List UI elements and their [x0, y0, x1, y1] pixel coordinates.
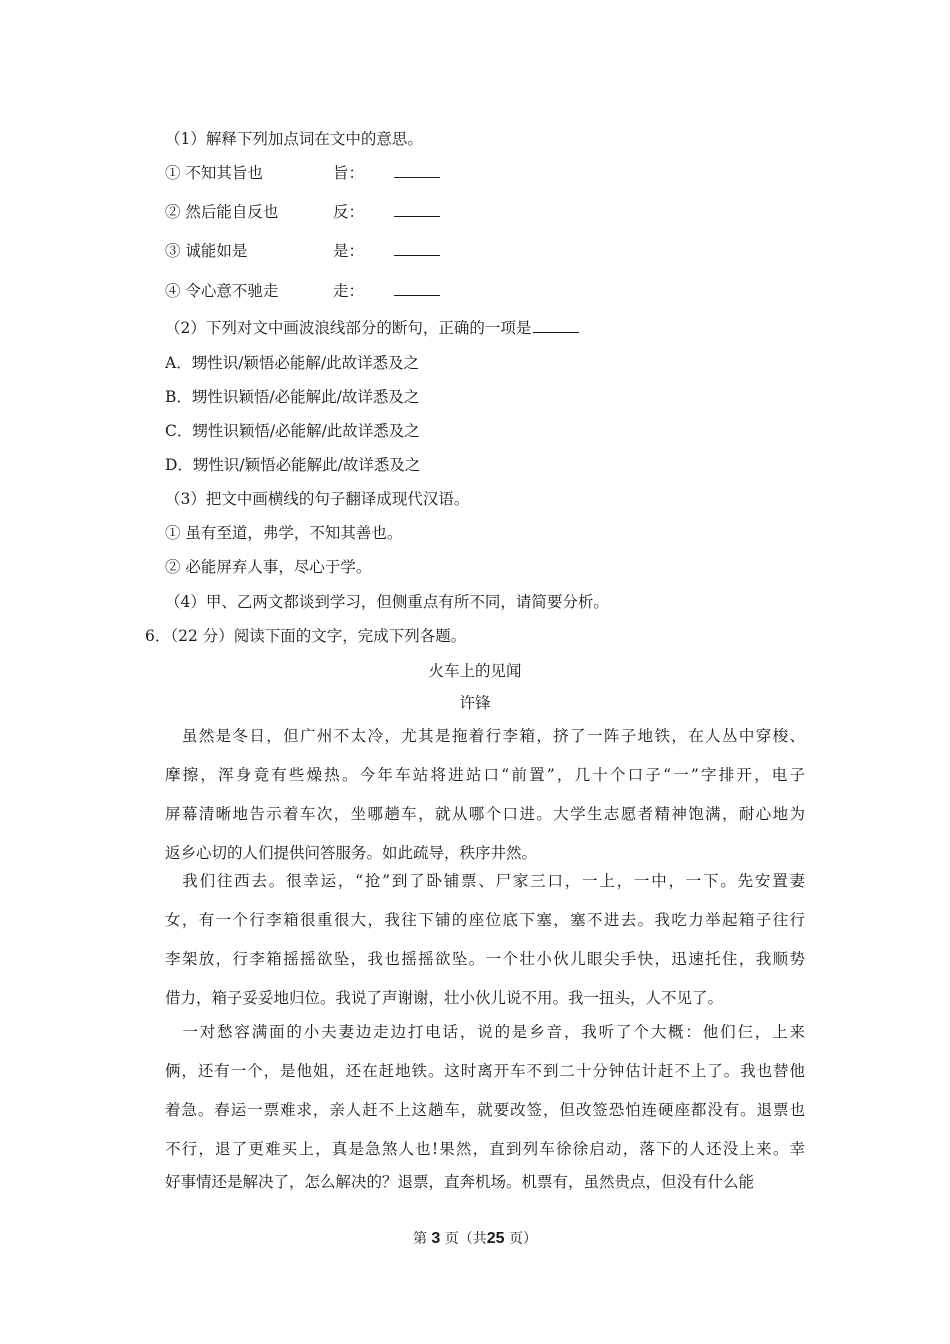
total-pages: 25	[486, 1230, 505, 1247]
subquestion-2: （2）下列对文中画波浪线部分的断句，正确的一项是	[165, 317, 579, 339]
passage-author: 许锋	[459, 694, 491, 712]
answer-blank[interactable]	[394, 163, 440, 178]
option-c: C．甥性识颖悟/必能解/此故详悉及之	[165, 422, 420, 440]
passage-line: 俩，还有一个，是他姐，还在赶地铁。这时离开车不到二十分钟估计赶不上了。我也替他	[165, 1062, 805, 1080]
subquestion-3: （3）把文中画横线的句子翻译成现代汉语。	[165, 490, 470, 508]
option-b: B．甥性识颖悟/必能解此/故详悉及之	[165, 388, 420, 406]
passage-line: 返乡心切的人们提供问答服务。如此疏导，秩序井然。	[165, 844, 538, 862]
passage-line: 摩擦，浑身竟有些燥热。今年车站将进站口“前置”，几十个口子“一”字排开，电子	[165, 766, 805, 784]
vocab-key-1: 旨：	[333, 162, 440, 184]
footer-suffix: 页）	[509, 1231, 538, 1247]
vocab-key-2: 反：	[333, 201, 440, 223]
passage-line: 屏幕清晰地告示着车次，坐哪趟车，就从哪个口进。大学生志愿者精神饱满，耐心地为	[165, 805, 805, 823]
translate-sentence-2: ② 必能屏弃人事，尽心于学。	[165, 558, 372, 576]
answer-blank[interactable]	[533, 318, 579, 333]
passage-line: 着急。春运一票难求，亲人赶不上这趟车，就要改签，但改签恐怕连硬座都没有。退票也	[165, 1101, 805, 1119]
passage-line: 我们往西去。很幸运，“抢”到了卧铺票、尸家三口，一上，一中，一下。先安置妻	[165, 872, 805, 890]
footer-mid: 页（共	[444, 1231, 487, 1247]
passage-line: 不行，退了更难买上，真是急煞人也!果然，直到列车徐徐启动，落下的人还没上来。幸	[165, 1140, 805, 1158]
vocab-item-1: ① 不知其旨也	[165, 164, 263, 182]
subquestion-4: （4）甲、乙两文都谈到学习，但侧重点有所不同，请简要分析。	[165, 593, 609, 611]
passage-line: 借力，箱子妥妥地归位。我说了声谢谢，壮小伙儿说不用。我一扭头，人不见了。	[165, 989, 724, 1007]
page-number: 3	[431, 1230, 441, 1247]
vocab-item-4: ④ 令心意不驰走	[165, 282, 279, 300]
page-footer	[0, 1228, 950, 1250]
question-6-heading: 6．（22 分）阅读下面的文字，完成下列各题。	[145, 627, 467, 645]
passage-line: 李架放，行李箱摇摇欲坠，我也摇摇欲坠。一个壮小伙儿眼尖手快，迅速托住，我顺势	[165, 950, 805, 968]
vocab-item-3: ③ 诚能如是	[165, 242, 248, 260]
answer-blank[interactable]	[394, 241, 440, 256]
answer-blank[interactable]	[394, 202, 440, 217]
passage-title: 火车上的见闻	[428, 662, 522, 680]
vocab-key-3: 是：	[333, 240, 440, 262]
vocab-item-2: ② 然后能自反也	[165, 203, 279, 221]
passage-line: 虽然是冬日，但广州不太冷，尤其是拖着行李箱，挤了一阵子地铁，在人丛中穿梭、	[165, 727, 805, 745]
passage-line: 女，有一个行李箱很重很大，我往下铺的座位底下塞，塞不进去。我吃力举起箱子往行	[165, 911, 805, 929]
vocab-key-4: 走：	[333, 280, 440, 302]
passage-line: 好事情还是解决了，怎么解决的？退票，直奔机场。机票有，虽然贵点，但没有什么能	[165, 1173, 755, 1191]
answer-blank[interactable]	[394, 281, 440, 296]
option-a: A．甥性识/颖悟必能解/此故详悉及之	[165, 354, 420, 372]
passage-line: 一对愁容满面的小夫妻边走边打电话，说的是乡音，我听了个大概：他们仨，上来	[165, 1023, 805, 1041]
footer-prefix: 第	[412, 1231, 427, 1247]
translate-sentence-1: ① 虽有至道，弗学，不知其善也。	[165, 524, 403, 542]
subquestion-1: （1）解释下列加点词在文中的意思。	[165, 130, 423, 148]
option-d: D．甥性识/颖悟必能解此/故详悉及之	[165, 456, 421, 474]
